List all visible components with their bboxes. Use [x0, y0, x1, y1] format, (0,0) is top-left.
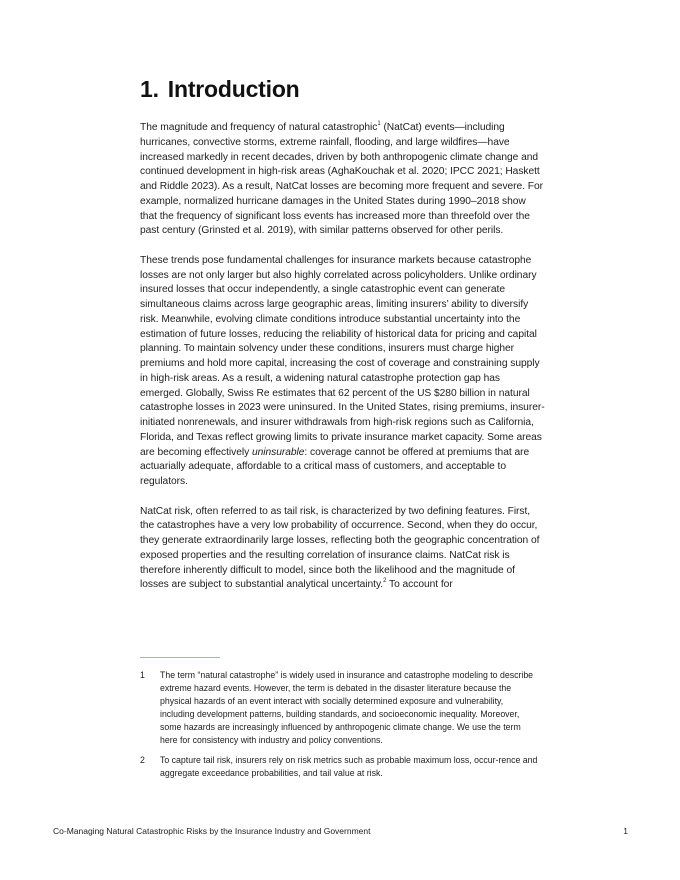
section-title: Introduction — [167, 76, 300, 102]
section-number: 1. — [140, 76, 159, 102]
paragraph-3-text-b: To account for — [386, 579, 453, 591]
page-number: 1 — [623, 826, 628, 836]
paragraph-1-text-b: (NatCat) events—including hurricanes, convective storms, extreme rainfall, flooding, and large wildfires—have increased markedly in recent decades, driven by both anthropogenic climate change and continued development in high-risk areas (AghaKouchak et al. 2020; IPCC 2021; Haskett and Riddle 2023). As a result, NatCat losses are becoming more frequent and severe. For example, normalized hurricane damages in the United States during 1990–2018 show that the frequency of significant loss events has increased more than threefold over the past century (Grinsted et al. 2019), with similar patterns observed for other perils. — [140, 122, 544, 237]
paragraph-3-text-a: NatCat risk, often referred to as tail risk, is characterized by two defining features. First, the catastrophes have a very low probability of occurrence. Second, when they do occur, they generate extraordinarily large losses, reflecting both the geographic concentration of exposed properties and the resulting correlation of insurance claims. NatCat risk is therefore inherently difficult to model, since both the likelihood and the magnitude of losses are subject to substantial analytical uncertainty. — [140, 505, 540, 591]
footnote-text: The term “natural catastrophe” is widely used in insurance and catastrophe modeling to describe extreme hazard events. However, the term is debated in the disaster literature because the physical hazards of an event interact with socially determined exposure and vulnerability, including development patterns, building standards, and socioeconomic inequality. Moreover, some hazards are increasingly influenced by anthropogenic climate change. We use the term here for consistency with industry and policy conventions. — [160, 670, 534, 745]
paragraph-3 — [140, 505, 545, 594]
footnote-number: 2 — [140, 755, 145, 765]
footnote-divider — [140, 657, 220, 658]
paragraph-2-text-a: These trends pose fundamental challenges for insurance markets because catastrophe losses are not only larger but also highly correlated across policyholders. Unlike ordinary insured losses that occur independently, a single catastrophic event can generate simultaneous claims across large geographic areas, limiting insurers’ ability to diversify risk. Meanwhile, evolving climate conditions introduce substantial uncertainty into the estimation of future losses, reducing the reliability of historical data for pricing and capital planning. To maintain solvency under these conditions, insurers must charge higher premiums and hold more capital, increasing the cost of coverage and constraining supply in high-risk areas. As a result, a widening natural catastrophe protection gap has emerged. Globally, Swiss Re estimates that 62 percent of the US $280 billion in natural catastrophe losses in 2023 were uninsured. In the United States, rising premiums, insurer-initiated nonrenewals, and insurer withdrawals from high-risk regions such as California, Florida, and Texas reflect growing limits to private insurance market capacity. Some areas are becoming effectively — [140, 254, 545, 458]
paragraph-1 — [140, 121, 545, 239]
footnote-text: To capture tail risk, insurers rely on risk metrics such as probable maximum loss, occur-rence and aggregate exceedance probabilities, and tail value at risk. — [160, 755, 538, 778]
paragraph-2-text-b: : coverage cannot be offered at premiums that are actuarially adequate, affordable to a critical mass of customers, and acceptable to regulators. — [140, 446, 530, 487]
footnote-number: 1 — [140, 670, 145, 680]
footnotes — [140, 669, 540, 787]
footnote-ref-2: 2 — [383, 577, 387, 584]
footnote-2 — [140, 754, 540, 780]
footnote-1 — [140, 669, 540, 747]
section-heading — [140, 76, 300, 103]
paragraph-2-emphasis: uninsurable — [251, 446, 305, 458]
paragraph-2 — [140, 254, 545, 490]
running-footer-title: Co-Managing Natural Catastrophic Risks by the Insurance Industry and Government — [53, 826, 371, 836]
footnote-ref-1: 1 — [377, 120, 381, 127]
body-text — [140, 121, 545, 593]
paragraph-1-text-a: The magnitude and frequency of natural catastrophic — [140, 122, 378, 133]
